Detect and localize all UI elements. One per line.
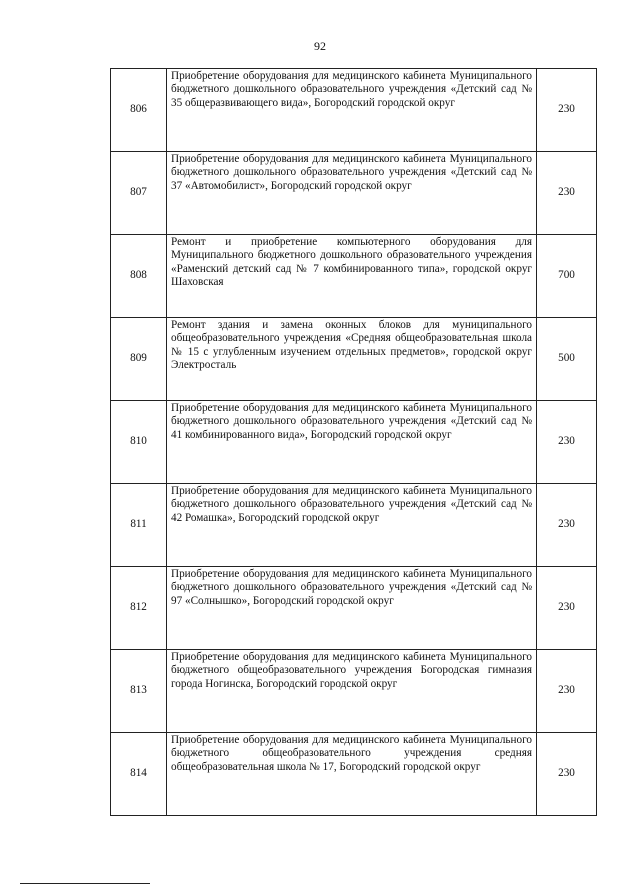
row-description: Приобретение оборудования для медицинского кабинета Муниципального бюджетного дошкольного образовательного учреждения «Детский сад № 35 общеразвивающего вида», Богородский городской округ [167, 69, 537, 152]
table-row [111, 401, 597, 484]
table-row [111, 733, 597, 816]
row-amount: 230 [537, 567, 597, 650]
row-description: Приобретение оборудования для медицинского кабинета Муниципального бюджетного дошкольного образовательного учреждения «Детский сад № 41 комбинированного вида», Богородский городской округ [167, 401, 537, 484]
row-amount: 230 [537, 484, 597, 567]
row-description: Ремонт и приобретение компьютерного оборудования для Муниципального бюджетного дошкольного образовательного учреждения «Раменский детский сад № 7 комбинированного типа», городской округ Шаховская [167, 235, 537, 318]
row-number: 813 [111, 650, 167, 733]
row-number: 808 [111, 235, 167, 318]
budget-table [110, 68, 597, 816]
row-amount: 230 [537, 733, 597, 816]
page-number: 92 [314, 39, 326, 53]
row-description: Приобретение оборудования для медицинского кабинета Муниципального бюджетного дошкольного образовательного учреждения «Детский сад № 37 «Автомобилист», Богородский городской округ [167, 152, 537, 235]
row-number: 806 [111, 69, 167, 152]
footnote-divider [20, 883, 150, 884]
row-description: Приобретение оборудования для медицинского кабинета Муниципального бюджетного общеобразовательного учреждения Богородская гимназия города Ногинска, Богородский городской округ [167, 650, 537, 733]
row-description: Приобретение оборудования для медицинского кабинета Муниципального бюджетного дошкольного образовательного учреждения «Детский сад № 97 «Солнышко», Богородский городской округ [167, 567, 537, 650]
row-number: 812 [111, 567, 167, 650]
row-amount: 230 [537, 69, 597, 152]
row-amount: 700 [537, 235, 597, 318]
row-number: 810 [111, 401, 167, 484]
table-row [111, 235, 597, 318]
row-number: 809 [111, 318, 167, 401]
row-number: 814 [111, 733, 167, 816]
table-row [111, 152, 597, 235]
row-number: 807 [111, 152, 167, 235]
table-row [111, 650, 597, 733]
row-amount: 500 [537, 318, 597, 401]
row-amount: 230 [537, 650, 597, 733]
row-amount: 230 [537, 152, 597, 235]
row-amount: 230 [537, 401, 597, 484]
row-description: Ремонт здания и замена оконных блоков для муниципального общеобразовательного учреждения «Средняя общеобразовательная школа № 15 с углубленным изучением отдельных предметов», городской округ Электросталь [167, 318, 537, 401]
row-description: Приобретение оборудования для медицинского кабинета Муниципального бюджетного общеобразовательного учреждения средняя общеобразовательная школа № 17, Богородский городской округ [167, 733, 537, 816]
row-description: Приобретение оборудования для медицинского кабинета Муниципального бюджетного дошкольного образовательного учреждения «Детский сад № 42 Ромашка», Богородский городской округ [167, 484, 537, 567]
row-number: 811 [111, 484, 167, 567]
table-row [111, 69, 597, 152]
table-row [111, 318, 597, 401]
table-row [111, 484, 597, 567]
table-row [111, 567, 597, 650]
